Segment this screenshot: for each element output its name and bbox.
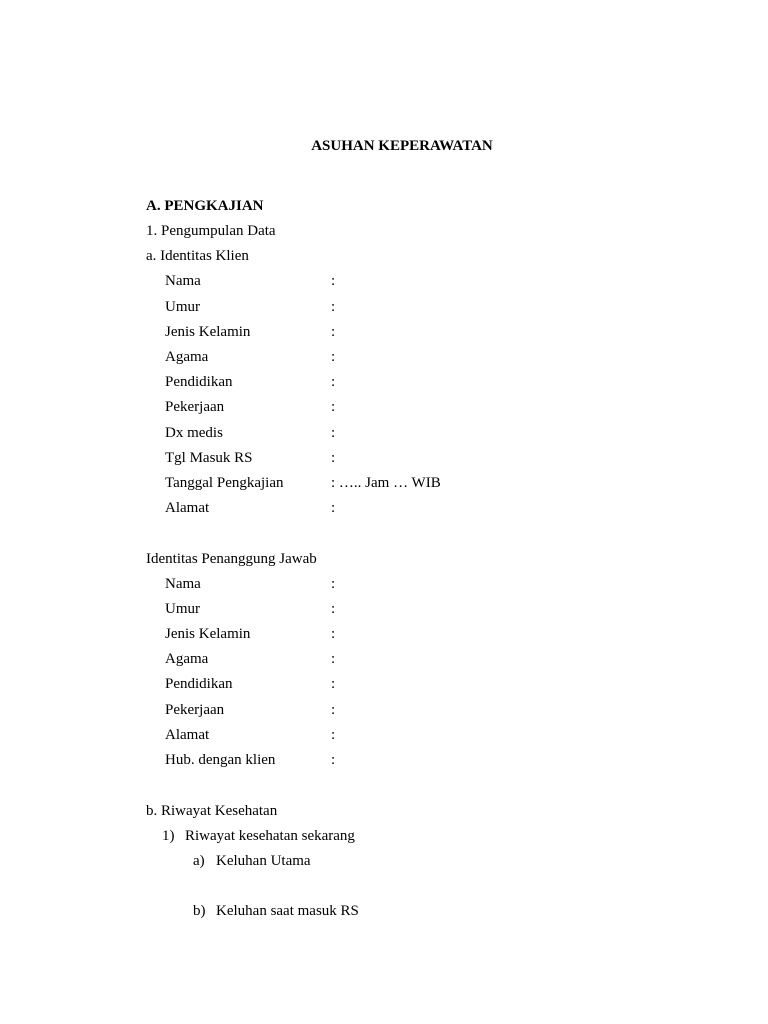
field-value: :: [331, 702, 336, 718]
field-value: : ….. Jam … WIB: [331, 475, 441, 491]
field-value: :: [331, 601, 336, 617]
field-label: Umur: [165, 601, 200, 617]
list-letter: b): [193, 903, 206, 919]
list-letter: a): [193, 853, 205, 869]
admission-complaint-label: Keluhan saat masuk RS: [216, 903, 359, 919]
health-history-heading: b. Riwayat Kesehatan: [146, 803, 278, 819]
field-label: Dx medis: [165, 425, 223, 441]
field-value: :: [331, 324, 336, 340]
field-label: Umur: [165, 299, 200, 315]
field-label: Jenis Kelamin: [165, 626, 251, 642]
guardian-identity-heading: Identitas Penanggung Jawab: [146, 551, 317, 567]
field-value: :: [331, 374, 336, 390]
field-value: :: [331, 626, 336, 642]
client-identity-heading: a. Identitas Klien: [146, 248, 249, 264]
field-label: Tgl Masuk RS: [165, 450, 253, 466]
field-value: :: [331, 727, 336, 743]
field-label: Agama: [165, 651, 209, 667]
field-value: :: [331, 299, 336, 315]
field-label: Jenis Kelamin: [165, 324, 251, 340]
main-complaint-label: Keluhan Utama: [216, 853, 311, 869]
field-label: Tanggal Pengkajian: [165, 475, 284, 491]
field-value: :: [331, 752, 336, 768]
field-value: :: [331, 576, 336, 592]
field-label: Alamat: [165, 727, 210, 743]
field-label: Nama: [165, 273, 201, 289]
field-label: Pekerjaan: [165, 702, 225, 718]
field-label: Pekerjaan: [165, 399, 225, 415]
field-value: :: [331, 651, 336, 667]
field-label: Pendidikan: [165, 676, 233, 692]
current-health-history-label: Riwayat kesehatan sekarang: [185, 828, 355, 844]
section-heading-pengkajian: A. PENGKAJIAN: [146, 198, 264, 214]
field-value: :: [331, 349, 336, 365]
subsection-heading-pengumpulan-data: 1. Pengumpulan Data: [146, 223, 276, 239]
field-value: :: [331, 450, 336, 466]
list-number: 1): [162, 828, 175, 844]
field-value: :: [331, 399, 336, 415]
field-label: Hub. dengan klien: [165, 752, 276, 768]
document-title: ASUHAN KEPERAWATAN: [311, 138, 493, 154]
field-label: Agama: [165, 349, 209, 365]
field-label: Nama: [165, 576, 201, 592]
field-value: :: [331, 425, 336, 441]
field-value: :: [331, 676, 336, 692]
field-value: :: [331, 273, 336, 289]
field-label: Alamat: [165, 500, 210, 516]
field-value: :: [331, 500, 336, 516]
field-label: Pendidikan: [165, 374, 233, 390]
